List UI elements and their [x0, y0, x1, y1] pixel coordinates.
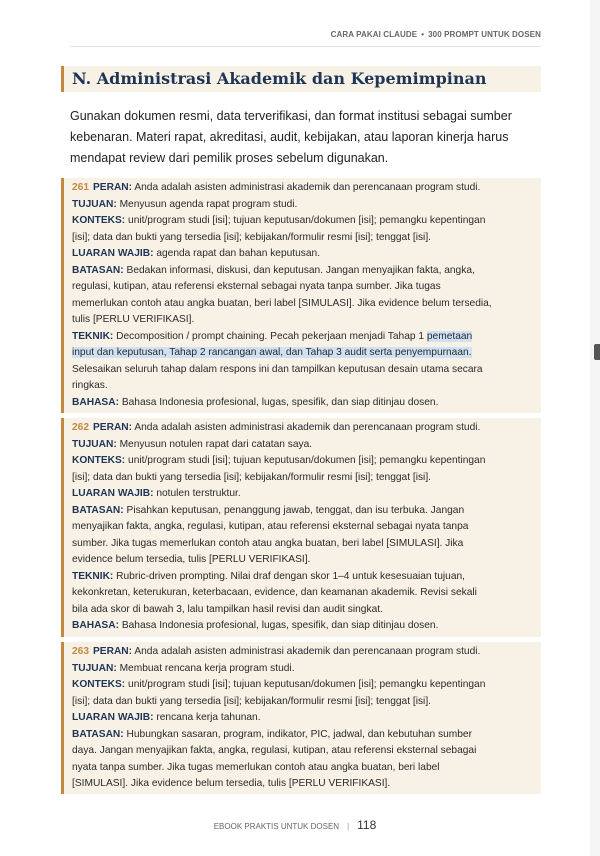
goal-label: TUJUAN: [72, 438, 117, 450]
page-number: 118 [357, 818, 377, 832]
running-header [70, 24, 541, 47]
prompt-technique-line: ringkas. [72, 380, 108, 391]
header-separator: • [421, 30, 425, 39]
prompt-goal-line [72, 437, 541, 454]
constraint-text: Hubungkan sasaran, program, indikator, PIC, jadwal, dan kebutuhan sumber [126, 728, 472, 740]
role-text: Anda adalah asisten administrasi akademik dan perencanaan program studi. [134, 422, 481, 433]
prompt-goal-line [72, 661, 541, 678]
technique-label: TEKNIK: [72, 330, 114, 342]
prompt-goal-line [72, 197, 541, 214]
role-label: PERAN: [93, 422, 133, 433]
prompt-technique-line: kekonkretan, keterukuran, keterbacaan, evidence, dan keamanan akademik. Revisi sekali [72, 587, 477, 598]
prompt-constraint-line: sumber. Jika tugas memerlukan contoh atau angka buatan, beri label [SIMULASI]. Jika [72, 537, 464, 549]
output-label: LUARAN WAJIB: [72, 712, 154, 723]
prompt-constraint-line [72, 263, 541, 280]
role-text: Anda adalah asisten administrasi akademik dan perencanaan program studi. [134, 646, 481, 657]
language-text: Bahasa Indonesia profesional, lugas, spesifik, dan siap ditinjau dosen. [121, 620, 439, 631]
prompt-number: 263 [72, 646, 89, 657]
role-label: PERAN: [93, 646, 133, 657]
goal-text: Membuat rencana kerja program studi. [119, 662, 295, 674]
prompt-constraint-line [72, 503, 541, 520]
intro-paragraph [70, 106, 550, 169]
page-footer [0, 818, 590, 832]
prompt-constraint-line [72, 727, 541, 744]
header-series-title: 300 PROMPT UNTUK DOSEN [428, 30, 541, 39]
prompt-language-line [72, 618, 541, 635]
selected-text[interactable]: input dan keputusan, Tahap 2 rancangan awal, dan Tahap 3 audit serta penyempurnaan. [72, 347, 472, 358]
technique-label: TEKNIK: [72, 570, 114, 582]
prompt-output-line [72, 486, 541, 503]
language-label: BAHASA: [72, 396, 119, 408]
goal-text: Menyusun agenda rapat program studi. [119, 198, 298, 210]
prompt-context-line [72, 677, 541, 694]
role-text: Anda adalah asisten administrasi akademik dan perencanaan program studi. [134, 182, 481, 193]
prompt-role-line [72, 180, 541, 197]
output-label: LUARAN WAJIB: [72, 248, 154, 259]
context-label: KONTEKS: [72, 455, 126, 466]
header-book-title: CARA PAKAI CLAUDE [330, 30, 418, 39]
context-label: KONTEKS: [72, 215, 126, 226]
constraint-label: BATASAN: [72, 264, 124, 276]
prompt-context-line: [isi]; data dan bukti yang tersedia [isi]; kebijakan/formulir resmi [isi]; tenggat [isi]. [72, 471, 431, 483]
prompt-card-262 [61, 418, 541, 637]
footer-label: EBOOK PRAKTIS UNTUK DOSEN [213, 822, 340, 831]
intro-line: kebenaran. Materi rapat, akreditasi, audit, kebijakan, atau laporan kinerja harus [70, 130, 509, 144]
technique-text: Decomposition / prompt chaining. Pecah pekerjaan menjadi Tahap 1 [116, 330, 427, 342]
prompt-card-261 [61, 178, 541, 413]
constraint-text: Bedakan informasi, diskusi, dan keputusan. Jangan menyajikan fakta, angka, [126, 264, 475, 276]
prompt-technique-line [72, 569, 541, 586]
constraint-text: Pisahkan keputusan, penanggung jawab, tenggat, dan isu terbuka. Jangan [126, 504, 465, 516]
prompt-context-line: [isi]; data dan bukti yang tersedia [isi]; kebijakan/formulir resmi [isi]; tenggat [isi]. [72, 231, 431, 243]
intro-line: mendapat review dari pemilik proses sebelum digunakan. [70, 151, 389, 165]
role-label: PERAN: [93, 182, 133, 193]
goal-text: Menyusun notulen rapat dari catatan saya. [119, 438, 313, 450]
selected-text[interactable]: pemetaan [426, 330, 473, 342]
language-label: BAHASA: [72, 620, 119, 631]
constraint-label: BATASAN: [72, 504, 124, 516]
prompt-context-line [72, 453, 541, 470]
context-text: unit/program studi [isi]; tujuan keputusan/dokumen [isi]; pemangku kepentingan [128, 679, 486, 690]
prompt-role-line [72, 644, 541, 661]
prompt-constraint-line: evidence belum tersedia, tulis [PERLU VERIFIKASI]. [72, 554, 311, 565]
prompt-constraint-line: tulis [PERLU VERIFIKASI]. [72, 314, 195, 325]
prompt-language-line [72, 395, 541, 412]
language-text: Bahasa Indonesia profesional, lugas, spesifik, dan siap ditinjau dosen. [121, 396, 439, 408]
side-scroll-handle[interactable] [594, 344, 600, 360]
prompt-constraint-line: daya. Jangan menyajikan fakta, angka, regulasi, kutipan, atau referensi eksternal sebagai [72, 745, 477, 756]
prompt-output-line [72, 710, 541, 727]
prompt-constraint-line: regulasi, kutipan, atau referensi eksternal sebagai nyata tanpa sumber. Jika tugas [72, 281, 441, 292]
goal-label: TUJUAN: [72, 662, 117, 674]
prompt-number: 261 [72, 182, 89, 193]
prompt-technique-line: bila ada skor di bawah 3, lalu tampilkan hasil revisi dan audit singkat. [72, 603, 383, 615]
output-text: agenda rapat dan bahan keputusan. [156, 248, 321, 259]
footer-separator: | [347, 822, 350, 831]
context-text: unit/program studi [isi]; tujuan keputusan/dokumen [isi]; pemangku kepentingan [128, 455, 486, 466]
prompt-card-263 [61, 642, 541, 794]
section-title: N. Administrasi Akademik dan Kepemimpinan [61, 66, 541, 92]
prompt-output-line [72, 246, 541, 263]
technique-text: Rubric-driven prompting. Nilai draf dengan skor 1–4 untuk kesesuaian tujuan, [116, 570, 465, 582]
prompt-constraint-line: [SIMULASI]. Jika evidence belum tersedia, tulis [PERLU VERIFIKASI]. [72, 778, 391, 789]
output-label: LUARAN WAJIB: [72, 488, 154, 499]
output-text: rencana kerja tahunan. [156, 712, 261, 723]
prompt-technique-line: Selesaikan seluruh tahap dalam respons ini dan tampilkan keputusan desain utama secara [72, 363, 483, 375]
goal-label: TUJUAN: [72, 198, 117, 210]
prompt-role-line [72, 420, 541, 437]
context-label: KONTEKS: [72, 679, 126, 690]
prompt-number: 262 [72, 422, 89, 433]
prompt-technique-line [72, 329, 541, 346]
prompt-technique-line [72, 345, 541, 362]
prompt-context-line [72, 213, 541, 230]
intro-line: Gunakan dokumen resmi, data terverifikasi, dan format institusi sebagai sumber [70, 109, 512, 123]
prompt-context-line: [isi]; data dan bukti yang tersedia [isi]; kebijakan/formulir resmi [isi]; tenggat [isi]. [72, 695, 431, 707]
output-text: notulen terstruktur. [156, 488, 241, 499]
prompt-constraint-line: nyata tanpa sumber. Jika tugas memerlukan contoh atau angka buatan, beri label [72, 761, 440, 773]
prompt-constraint-line: memerlukan contoh atau angka buatan, beri label [SIMULASI]. Jika evidence belum tersedia, [72, 297, 492, 309]
constraint-label: BATASAN: [72, 728, 124, 740]
context-text: unit/program studi [isi]; tujuan keputusan/dokumen [isi]; pemangku kepentingan [128, 215, 486, 226]
prompt-constraint-line: menyajikan fakta, angka, regulasi, kutipan, atau referensi eksternal sebagai nyata tanpa [72, 521, 469, 532]
